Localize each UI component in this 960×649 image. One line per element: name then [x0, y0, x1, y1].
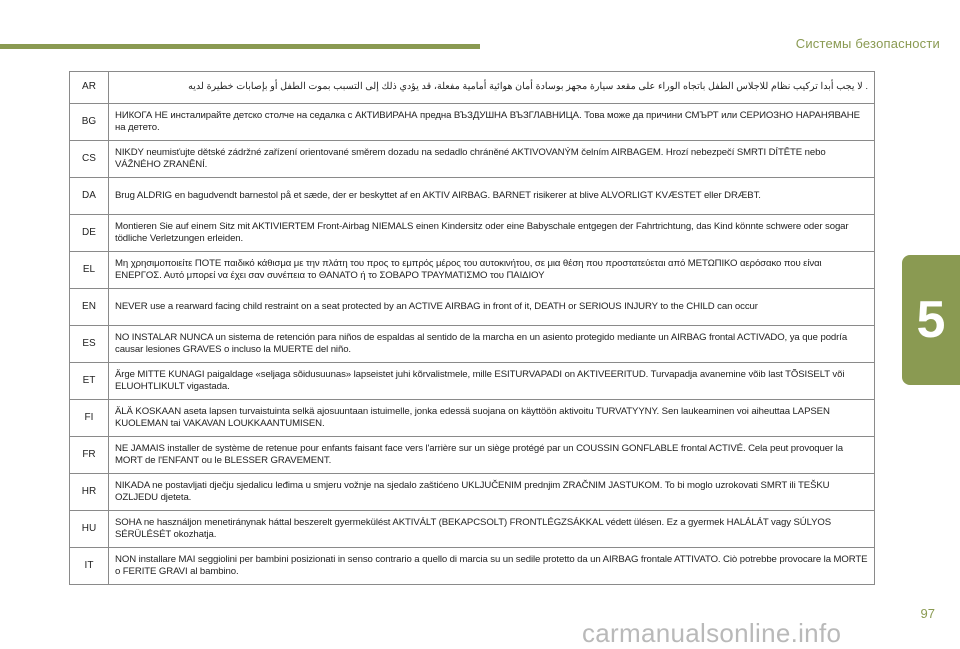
warning-text: NIKDY neumisťujte dětské zádržné zařízení orientované směrem dozadu na sedadlo chráněné AKTIVOVANÝM čelním AIRBAGEM. Hrozí nebezpečí SMRTI DÍTĚTE nebo VÁŽNÉHO ZRANĚNÍ.	[109, 141, 875, 178]
chapter-tab	[902, 255, 960, 385]
warning-text: ÄLÄ KOSKAAN aseta lapsen turvaistuinta selkä ajosuuntaan istuimelle, jonka edessä suojana on käyttöön aktivoitu TURVATYYNY. Sen laukeaminen voi aiheuttaa LAPSEN KUOLEMAN tai VAKAVAN LOUKKAANTUMISEN.	[109, 400, 875, 437]
table-row	[70, 474, 875, 511]
warning-text: NON installare MAI seggiolini per bambini posizionati in senso contrario a quello di marcia su un sedile protetto da un AIRBAG frontale ATTIVATO. Ciò potrebbe provocare la MORTE o FERITE GRAVI al bambino.	[109, 548, 875, 585]
warning-text: NIKADA ne postavljati dječju sjedalicu leđima u smjeru vožnje na sjedalo zaštićeno UKLJUČENIM prednjim ZRAČNIM JASTUKOM. To bi moglo uzrokovati SMRT ili TEŠKU OZLJEDU djeteta.	[109, 474, 875, 511]
table-row	[70, 141, 875, 178]
language-code: DA	[70, 178, 109, 215]
language-code: CS	[70, 141, 109, 178]
language-code: IT	[70, 548, 109, 585]
warning-text: SOHA ne használjon menetiránynak háttal beszerelt gyermekülést AKTIVÁLT (BEKAPCSOLT) FRONTLÉGZSÁKKAL védett ülésen. Ez a gyermek HALÁLÁT vagy SÚLYOS SÉRÜLÉSÉT okozhatja.	[109, 511, 875, 548]
table-row	[70, 363, 875, 400]
table-row	[70, 72, 875, 104]
table-row	[70, 178, 875, 215]
warning-text: Montieren Sie auf einem Sitz mit AKTIVIERTEM Front-Airbag NIEMALS einen Kindersitz oder eine Babyschale entgegen der Fahrtrichtung, das Kind könnte schwere oder sogar tödliche Verletzungen erleiden.	[109, 215, 875, 252]
language-code: DE	[70, 215, 109, 252]
table-row	[70, 252, 875, 289]
language-code: EL	[70, 252, 109, 289]
warning-text: NO INSTALAR NUNCA un sistema de retención para niños de espaldas al sentido de la marcha en un asiento protegido mediante un AIRBAG frontal ACTIVADO, ya que podría causar lesiones GRAVES o incluso la MUERTE del niño.	[109, 326, 875, 363]
language-code: ES	[70, 326, 109, 363]
warning-text: NEVER use a rearward facing child restraint on a seat protected by an ACTIVE AIRBAG in front of it, DEATH or SERIOUS INJURY to the CHILD can occur	[109, 289, 875, 326]
table-row	[70, 215, 875, 252]
language-code: HU	[70, 511, 109, 548]
warning-text: Ärge MITTE KUNAGI paigaldage «seljaga sõidusuunas» lapseistet juhi kõrvalistmele, mille ESITURVAPADI on AKTIVEERITUD. Turvapadja avanemine võib last TÕSISELT või ELUOHTLIKULT vigastada.	[109, 363, 875, 400]
language-code: FR	[70, 437, 109, 474]
table-row	[70, 437, 875, 474]
page-number: 97	[920, 606, 935, 621]
site-watermark: carmanualsonline.info	[582, 618, 842, 648]
section-title: Системы безопасности	[795, 36, 940, 51]
table-row	[70, 400, 875, 437]
table-row	[70, 289, 875, 326]
airbag-warning-table	[69, 71, 875, 585]
warning-text: Μη χρησιμοποιείτε ΠΟΤΕ παιδικό κάθισμα με την πλάτη του προς το εμπρός μέρος του αυτοκινήτου, σε μια θέση που προστατεύεται από ΜΕΤΩΠΙΚΟ αερόσακο που είναι ΕΝΕΡΓΟΣ. Αυτό μπορεί να έχει σαν συνέπεια το ΘΑΝΑΤΟ ή το ΣΟΒΑΡΟ ΤΡΑΥΜΑΤΙΣΜΟ του ΠΑΙΔΙΟΥ	[109, 252, 875, 289]
table-row	[70, 104, 875, 141]
language-code: ET	[70, 363, 109, 400]
language-code: FI	[70, 400, 109, 437]
table-row	[70, 511, 875, 548]
warning-text: Brug ALDRIG en bagudvendt barnestol på et sæde, der er beskyttet af en AKTIV AIRBAG. BARNET risikerer at blive ALVORLIGT KVÆSTET eller DRÆBT.	[109, 178, 875, 215]
language-code: AR	[70, 72, 109, 104]
chapter-number: 5	[916, 291, 946, 349]
warning-text: NE JAMAIS installer de système de retenue pour enfants faisant face vers l'arrière sur un siège protégé par un COUSSIN GONFLABLE frontal ACTIVÉ. Cela peut provoquer la MORT de l'ENFANT ou le BLESSER GRAVEMENT.	[109, 437, 875, 474]
language-code: BG	[70, 104, 109, 141]
warning-text: НИКОГА НЕ инсталирайте детско столче на седалка с АКТИВИРАНА предна ВЪЗДУШНА ВЪЗГЛАВНИЦА. Това може да причини СМЪРТ или СЕРИОЗНО НАРАНЯВАНЕ на детето.	[109, 104, 875, 141]
language-code: HR	[70, 474, 109, 511]
table-row	[70, 548, 875, 585]
language-code: EN	[70, 289, 109, 326]
header-rule	[0, 44, 480, 49]
table-row	[70, 326, 875, 363]
warning-text: . ﻻ ﻳﺠﺐ أﺑﺪا ﺗﺮﻛﻴﺐ ﻧﻈﺎم ﻟﻼﺟﻼس اﻟﻄﻔﻞ ﺑﺎﺗﺠﺎه اﻟﻮراء ﻋﻠﻰ ﻣﻘﻌﺪ ﺳﻴﺎرة ﻣﺠﻬﺰ ﺑﻮﺳﺎدة أﻣﺎن ﻫﻮاﺋﻴﺔ أﻣﺎﻣﻴﺔ ﻣﻔﻌﻠﺔ، ﻗﺪ ﻳﺆدي ذﻟﻚ إﻟﻰ اﻟﺘﺴﺒﺐ ﺑﻤﻮت اﻟﻄﻔﻞ أو ﺑﺈﺻﺎﺑﺎت ﺧﻄﻴﺮة ﻟﺪﻳﻪ	[109, 72, 875, 104]
